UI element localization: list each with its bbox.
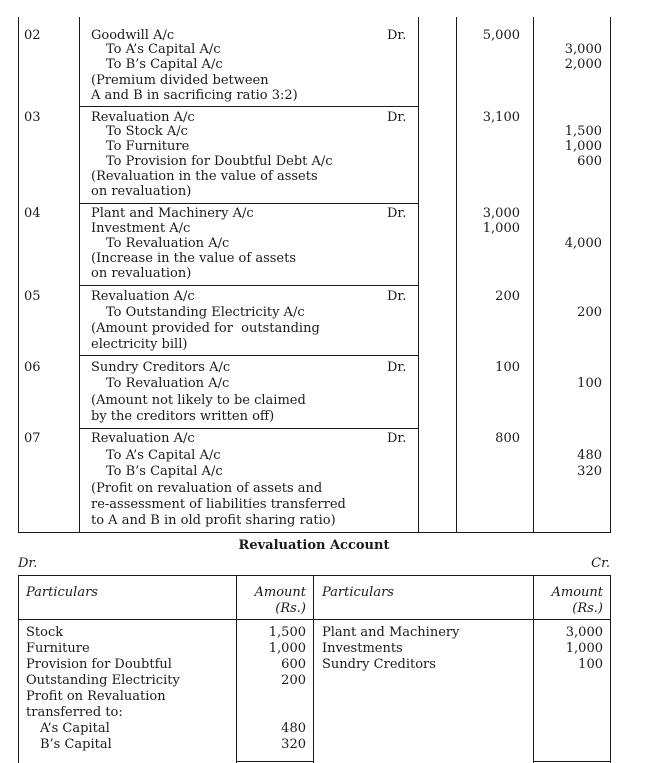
debit-row-amount: 600 (281, 657, 306, 672)
entry-line: To Furniture (106, 139, 190, 154)
credit-row-amount: 100 (578, 657, 603, 672)
entry-date: 05 (24, 289, 41, 304)
credit-row-label: Plant and Machinery (322, 625, 460, 640)
entry-line: electricity bill) (91, 337, 188, 352)
journal-col-date-border (79, 17, 80, 533)
entry-line: A and B in sacrificing ratio 3:2) (91, 88, 298, 103)
table-left-border (18, 575, 19, 763)
entry-credit-amount: 600 (577, 154, 602, 169)
journal-row-divider (79, 106, 418, 107)
debit-row-label: Stock (26, 625, 64, 640)
credit-row-amount: 3,000 (565, 625, 603, 640)
table-col-border (533, 575, 534, 763)
debit-row-label: Profit on Revaluation (26, 689, 166, 704)
entry-dr-label: Dr. (387, 206, 407, 221)
entry-credit-amount: 2,000 (564, 57, 602, 72)
table-top-border (18, 575, 611, 576)
entry-credit-amount: 1,500 (564, 124, 602, 139)
entry-line: Investment A/c (91, 221, 191, 236)
table-col-border (236, 575, 237, 763)
entry-credit-amount: 320 (577, 464, 602, 479)
credit-row-label: Investments (322, 641, 403, 656)
debit-row-label: B’s Capital (40, 737, 112, 752)
entry-line: To Revaluation A/c (106, 376, 230, 391)
entry-debit-amount: 100 (495, 360, 520, 375)
entry-credit-amount: 480 (577, 448, 602, 463)
entry-dr-label: Dr. (387, 28, 407, 43)
journal-row-divider (79, 428, 418, 429)
entry-credit-amount: 200 (577, 305, 602, 320)
table-header-border (18, 619, 611, 620)
debit-row-amount: 1,500 (268, 625, 306, 640)
header-amount-right: Amount (551, 585, 603, 600)
entry-line: To Provision for Doubtful Debt A/c (106, 154, 333, 169)
entry-date: 03 (24, 110, 41, 125)
entry-line: (Increase in the value of assets (91, 251, 297, 266)
entry-debit-amount: 3,100 (482, 110, 520, 125)
entry-line: to A and B in old profit sharing ratio) (91, 513, 336, 528)
entry-line: by the creditors written off) (91, 409, 275, 424)
journal-col-right-border (610, 17, 611, 533)
entry-date: 07 (24, 431, 41, 446)
revaluation-title: Revaluation Account (238, 538, 390, 553)
journal-row-divider (79, 203, 418, 204)
entry-line: (Amount not likely to be claimed (91, 393, 306, 408)
debit-row-amount: 320 (281, 737, 306, 752)
entry-debit-amount: 3,000 (482, 206, 520, 221)
entry-line: (Profit on revaluation of assets and (91, 481, 323, 496)
debit-row-label: Outstanding Electricity (26, 673, 180, 688)
credit-row-amount: 1,000 (565, 641, 603, 656)
debit-row-label: Furniture (26, 641, 90, 656)
entry-line: Revaluation A/c (91, 289, 195, 304)
header-particulars-left: Particulars (26, 585, 98, 600)
entry-line: To B’s Capital A/c (106, 57, 223, 72)
entry-line: Sundry Creditors A/c (91, 360, 231, 375)
entry-line: (Amount provided for outstanding (91, 321, 320, 336)
entry-line: To Revaluation A/c (106, 236, 230, 251)
entry-credit-amount: 4,000 (564, 236, 602, 251)
entry-line: on revaluation) (91, 266, 192, 281)
entry-credit-amount: 100 (577, 376, 602, 391)
entry-dr-label: Dr. (387, 289, 407, 304)
dr-label: Dr. (18, 556, 38, 571)
journal-row-divider (79, 355, 418, 356)
total-line (533, 761, 610, 762)
entry-debit-amount: 800 (495, 431, 520, 446)
debit-row-amount: 480 (281, 721, 306, 736)
journal-row-divider (79, 285, 418, 286)
table-right-border (610, 575, 611, 763)
debit-row-amount: 200 (281, 673, 306, 688)
entry-debit-amount: 200 (495, 289, 520, 304)
entry-line: To Stock A/c (106, 124, 188, 139)
credit-row-label: Sundry Creditors (322, 657, 436, 672)
entry-line: Revaluation A/c (91, 110, 195, 125)
entry-date: 06 (24, 360, 41, 375)
entry-dr-label: Dr. (387, 360, 407, 375)
entry-date: 04 (24, 206, 41, 221)
entry-line: on revaluation) (91, 184, 192, 199)
entry-dr-label: Dr. (387, 431, 407, 446)
entry-line: re-assessment of liabilities transferred (91, 497, 346, 512)
debit-row-label: transferred to: (26, 705, 123, 720)
entry-debit-amount: 1,000 (482, 221, 520, 236)
cr-label: Cr. (591, 556, 610, 571)
debit-row-amount: 1,000 (268, 641, 306, 656)
entry-credit-amount: 3,000 (564, 42, 602, 57)
total-line (236, 761, 313, 762)
entry-debit-amount: 5,000 (482, 28, 520, 43)
table-col-border (313, 575, 314, 763)
entry-date: 02 (24, 28, 41, 43)
entry-line: To A’s Capital A/c (106, 42, 221, 57)
debit-row-label: A’s Capital (40, 721, 110, 736)
entry-line: (Revaluation in the value of assets (91, 169, 318, 184)
header-particulars-right: Particulars (322, 585, 394, 600)
entry-line: To B’s Capital A/c (106, 464, 223, 479)
journal-col-lf-right-border (456, 17, 457, 533)
entry-line: Plant and Machinery A/c (91, 206, 254, 221)
journal-col-lf-left-border (418, 17, 419, 533)
debit-row-label: Provision for Doubtful (26, 657, 172, 672)
entry-line: (Premium divided between (91, 73, 269, 88)
journal-bottom-border (18, 532, 611, 533)
journal-col-debit-border (533, 17, 534, 533)
journal-col-left-border (18, 17, 19, 533)
header-amount-left: Amount (254, 585, 306, 600)
entry-credit-amount: 1,000 (564, 139, 602, 154)
header-amount-left-unit: (Rs.) (275, 601, 306, 616)
entry-line: To Outstanding Electricity A/c (106, 305, 305, 320)
entry-line: Revaluation A/c (91, 431, 195, 446)
header-amount-right-unit: (Rs.) (572, 601, 603, 616)
entry-line: To A’s Capital A/c (106, 448, 221, 463)
entry-line: Goodwill A/c (91, 28, 175, 43)
entry-dr-label: Dr. (387, 110, 407, 125)
